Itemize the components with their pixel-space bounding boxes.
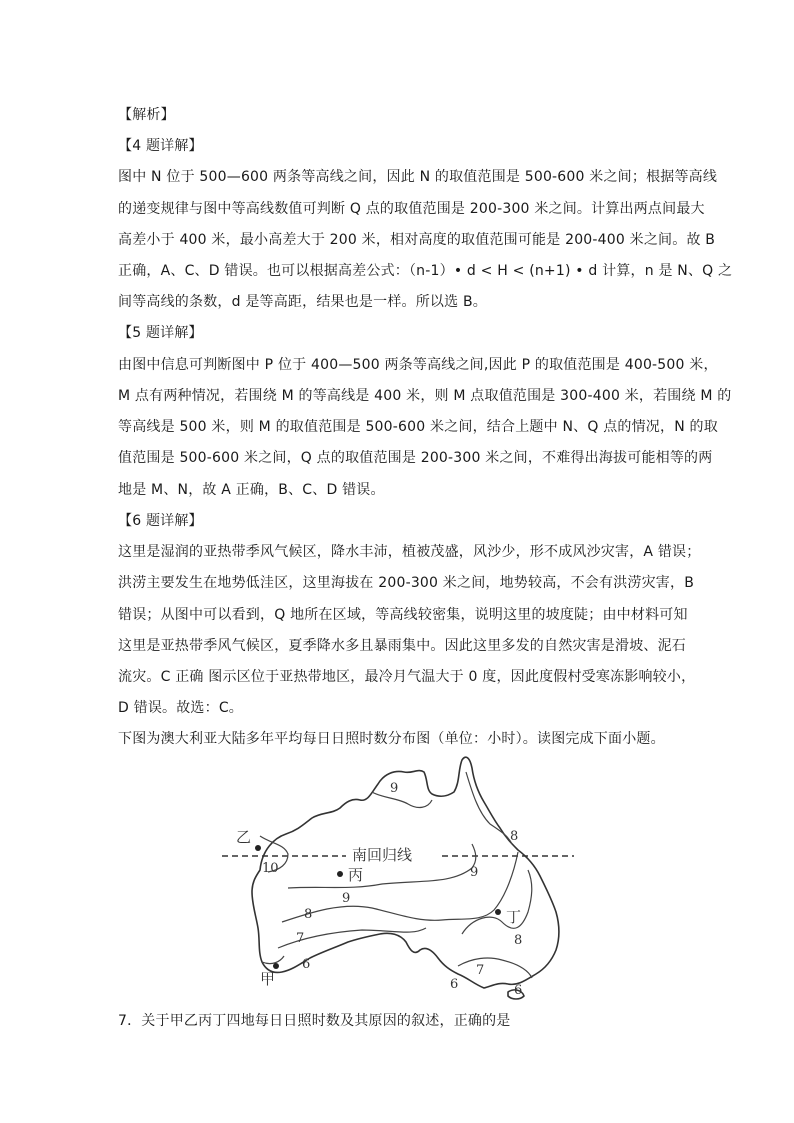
q6-line: 流灾。C 正确 图示区位于亚热带地区，最冷月气温大于 0 度，因此度假村受寒冻影响较小， bbox=[118, 669, 696, 685]
place-yi-dot bbox=[255, 845, 261, 851]
map-svg bbox=[222, 752, 574, 1000]
australia-sunshine-map bbox=[222, 752, 574, 1000]
analysis-heading: 【解析】 bbox=[118, 107, 175, 123]
isoline-label: 6 bbox=[514, 983, 523, 998]
q4-line: 的递变规律与图中等高线数值可判断 Q 点的取值范围是 200-300 米之间。计算出两点间最大 bbox=[118, 201, 705, 217]
q4-line: 图中 N 位于 500—600 两条等高线之间，因此 N 的取值范围是 500-600 米之间；根据等高线 bbox=[118, 169, 718, 185]
place-bing-dot bbox=[337, 871, 343, 877]
place-jia-label: 甲 bbox=[260, 970, 276, 988]
q6-heading: 【6 题详解】 bbox=[118, 513, 203, 529]
q6-line: 错误；从图中可以看到，Q 地所在区域，等高线较密集，说明这里的坡度陡；由中材料可知 bbox=[118, 607, 688, 623]
q4-line: 间等高线的条数，d 是等高距，结果也是一样。所以选 B。 bbox=[118, 294, 487, 310]
q5-line: 由图中信息可判断图中 P 位于 400—500 两条等高线之间,因此 P 的取值范围是 400-500 米， bbox=[118, 357, 718, 373]
isoline-label: 10 bbox=[262, 861, 279, 876]
q6-line: 这里是亚热带季风气候区，夏季降水多且暴雨集中。因此这里多发的自然灾害是滑坡、泥石 bbox=[118, 638, 686, 654]
isoline-label: 7 bbox=[296, 931, 305, 946]
isoline-label: 8 bbox=[510, 829, 519, 844]
q6-line: D 错误。故选：C。 bbox=[118, 700, 244, 716]
q5-line: 值范围是 500-600 米之间，Q 点的取值范围是 200-300 米之间，不难得出海拔可能相等的两 bbox=[118, 450, 713, 466]
figure-intro: 下图为澳大利亚大陆多年平均每日日照时数分布图（单位：小时）。读图完成下面小题。 bbox=[118, 731, 665, 747]
question-7: 7．关于甲乙丙丁四地每日日照时数及其原因的叙述，正确的是 bbox=[118, 1013, 511, 1029]
place-jia-dot bbox=[273, 963, 279, 969]
isoline-label: 9 bbox=[470, 865, 479, 880]
isoline-label: 9 bbox=[390, 781, 399, 796]
isoline bbox=[262, 956, 284, 964]
isoline-label: 8 bbox=[304, 907, 313, 922]
place-ding-label: 丁 bbox=[506, 908, 522, 926]
q4-heading: 【4 题详解】 bbox=[118, 138, 203, 154]
place-bing-label: 丙 bbox=[348, 866, 364, 884]
isolines bbox=[260, 772, 532, 978]
q4-line: 正确，A、C、D 错误。也可以根据高差公式：（n-1）• d < H < (n+1) • d 计算，n 是 N、Q 之 bbox=[118, 263, 733, 279]
coastline bbox=[252, 757, 559, 999]
q5-heading: 【5 题详解】 bbox=[118, 325, 203, 341]
isoline bbox=[458, 958, 532, 978]
isoline bbox=[372, 792, 432, 807]
isoline-label: 9 bbox=[342, 891, 351, 906]
place-yi-label: 乙 bbox=[236, 828, 252, 846]
isoline-label: 7 bbox=[476, 963, 485, 978]
q5-line: M 点有两种情况，若围绕 M 的等高线是 400 米，则 M 点取值范围是 300-400 米，若围绕 M 的 bbox=[118, 388, 732, 404]
isoline-label: 6 bbox=[302, 957, 311, 972]
q4-line: 高差小于 400 米，最小高差大于 200 米，相对高度的取值范围可能是 200-400 米之间。故 B bbox=[118, 232, 716, 248]
q6-line: 这里是湿润的亚热带季风气候区，降水丰沛，植被茂盛，风沙少，形不成风沙灾害，A 错误； bbox=[118, 544, 701, 560]
place-ding-dot bbox=[495, 909, 501, 915]
isoline-label: 8 bbox=[514, 933, 523, 948]
isoline-label: 6 bbox=[450, 977, 459, 992]
q5-line: 等高线是 500 米，则 M 的取值范围是 500-600 米之间，结合上题中 N、Q 点的情况，N 的取 bbox=[118, 419, 718, 435]
tropic-label: 南回归线 bbox=[352, 846, 413, 864]
q6-line: 洪涝主要发生在地势低洼区，这里海拔在 200-300 米之间，地势较高，不会有洪涝灾害，B bbox=[118, 575, 694, 591]
q5-line: 地是 M、N，故 A 正确，B、C、D 错误。 bbox=[118, 482, 385, 498]
isoline bbox=[466, 772, 512, 844]
